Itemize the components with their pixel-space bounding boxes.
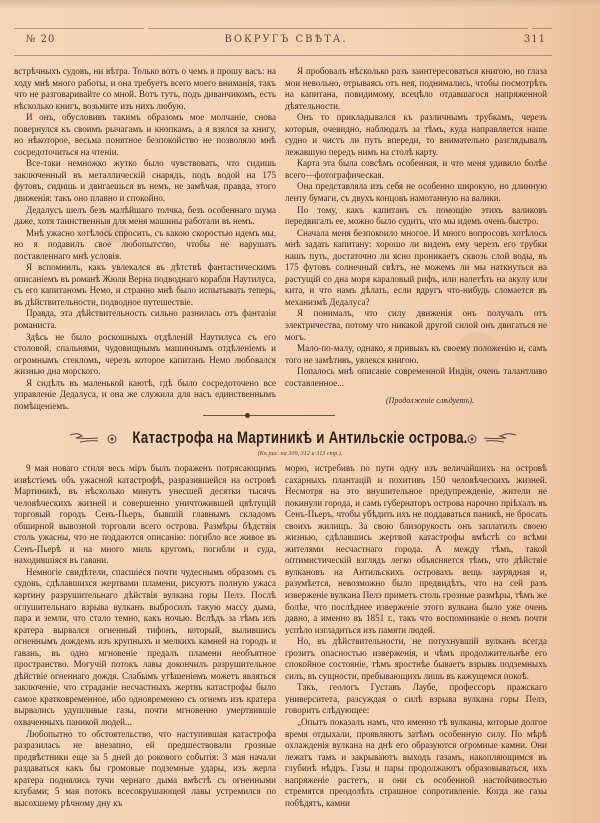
paragraph: 9 мая новаго стиля весь міръ былъ пораженъ потрясающимъ извѣстіемъ объ ужасной катастрофѣ, разразившейся на островѣ Мартиникѣ, въ нѣсколько минутъ унесшей десятки тысячъ человѣческихъ жизней и совершенно уничтожившей цвѣтущій торговый городъ Сенъ-Пьеръ, бывшій главнымъ складомъ обширной вывозной торговли всего острова. Размѣры бѣдствія столь ужасны, что не поддаются описанію: погибло все живое въ Сенъ-Пьерѣ и на много миль кругомъ, погибли и суда, находившіяся въ гавани. bbox=[14, 463, 276, 566]
paragraph: Но, въ дѣйствительности, не потухнувшій вулканъ всегда грозитъ опасностью изверженія, и чѣмъ продолжительнѣе его спокойное состояніе, тѣмъ яростнѣе бываетъ взрывъ подземныхъ силъ, въ сущности, пребывающихъ лишь въ кажущемся покоѣ. bbox=[285, 636, 547, 681]
paragraph: Правда, эта дѣйствительность сильно разнилась отъ фантазіи романиста. bbox=[14, 308, 276, 331]
paragraph: Немногіе свидѣтели, спасшіеся почти чудеснымъ образомъ съ судовъ, сдѣлавшихся жертвами пламени, рисуютъ полную ужаса картину разрушительнаго дѣйствія вулкана горы Пелэ. Послѣ оглушительнаго взрыва вулканъ выбросилъ такую массу дыма, пара и земли, что стало темно, какъ ночью. Вслѣдъ за тѣмъ изъ кратера вырвался огненный тифонъ, который, вылившись огненнымъ дождемъ изъ крупныхъ и мелкихъ камней на городъ и гавань, въ одно мгновеніе предалъ пламени необъятное пространство. Могучій потокъ лавы докончилъ разрушительное дѣйствіе огненнаго дождя. Слабымъ утѣшеніемъ можетъ являться заключеніе, что страданіе несчастныхъ жертвъ катастрофы было самое кратковременное, ибо одновременно съ огнемъ изъ кратера вырвались удушливые газы, почти мгновенно умертвившіе охваченныхъ паникой людей... bbox=[14, 566, 276, 728]
running-header bbox=[26, 34, 546, 48]
paragraph: Такъ, геологъ Густавъ Лаубе, профессоръ пражскаго университета, разсуждая о силѣ взрыва вулкана горы Пелэ, говоритъ слѣдующее: bbox=[285, 682, 547, 716]
paragraph: Я понималъ, что силу движенія онъ получалъ отъ электричества, потому что никакой другой силой онъ двигаться не могъ. bbox=[285, 308, 547, 342]
paragraph: Сначала меня безпокоило многое. И много вопросовъ хотѣлось мнѣ задать капитану: хорошо ли виденъ ему черезъ его трубки нашъ путь, достаточно ли ясно проникаетъ сквозь слой воды, въ 175 футовъ солнечный свѣтъ, не можемъ ли мы наткнуться на растущій со дна моря караловый рифъ, или налетѣть на акулу или кита, и что намъ дѣлать, если вдругъ что-нибудь сломается въ механизмѣ Дедалуса? bbox=[285, 227, 547, 307]
top-rule-left bbox=[14, 28, 144, 29]
top-rule-right bbox=[532, 28, 552, 29]
section-divider bbox=[203, 415, 293, 416]
header-rule bbox=[14, 55, 552, 56]
paragraph: Здѣсь не было роскошныхъ отдѣленій Наутилуса съ его столовой, спальнями, чудовищнымъ машиннымъ отдѣленіемъ и огромнымъ стекломъ, черезъ которое капитанъ Немо любовался жизнью дна морского. bbox=[14, 331, 276, 377]
article-left-column bbox=[14, 463, 276, 809]
paragraph: Попалось мнѣ описаніе современной Индіи, очень талантливо составленное... bbox=[285, 366, 547, 388]
story-right-column bbox=[285, 66, 547, 389]
divider-dot bbox=[245, 413, 250, 418]
paragraph: Дедалусъ шелъ безъ малѣйшаго толчка, безъ особеннаго шума даже, хотя таинственныя для меня машины работали въ немъ. bbox=[14, 204, 276, 227]
page-number: 311 bbox=[523, 34, 546, 45]
issue-number: № 20 bbox=[26, 34, 56, 45]
story-left-column bbox=[14, 66, 276, 412]
paragraph: Я сидѣлъ въ маленькой каютѣ, гдѣ было сосредоточено все управленіе Дедалуса, и она же служила для насъ единственнымъ помѣщеніемъ. bbox=[14, 377, 276, 411]
continued-note: (Продолженіе слѣдуетъ). bbox=[385, 396, 475, 405]
paragraph: По тому, какъ капитанъ съ помощію этихъ валиковъ передвигалъ ее, можно было судить, что мы идемъ очень быстро. bbox=[285, 204, 547, 227]
paragraph: Я пробовалъ нѣсколько разъ заинтересоваться книгою, но глаза мои невольно, отрываясь отъ нея, поднимались, чтобы посмотрѣть на капитана, повидимому, всецѣло отдавшагося напряженной дѣятельности. bbox=[285, 66, 547, 111]
magazine-title: ВОКРУГЪ СВѢТА. bbox=[224, 34, 348, 45]
illustration-reference: (Къ рис. на 309, 312 и 313 стр.). bbox=[257, 450, 343, 457]
paragraph: встрѣчныхъ судовъ, ни вѣтра. Только вотъ о чемъ я прошу васъ: на ходу мнѣ много работы, и она требуетъ всего моего вниманія, такъ что не разговаривайте со мной. Вотъ тутъ, подъ диванчикомъ, есть нѣсколько книгъ, возьмите изъ нихъ любую. bbox=[14, 66, 276, 111]
paragraph: Онъ то прикладывался къ различнымъ трубкамъ, черезъ которыя, очевидно, наблюдалъ за тѣмъ, куда направляется наше судно и чистъ ли путь впереди, то внимательно разглядывалъ лежавшую передъ нимъ на столѣ карту. bbox=[285, 112, 547, 157]
paragraph: Она представляла изъ себя не особенно широкую, но длинную ленту бумаги, съ двухъ концовъ намотанную на валики. bbox=[285, 181, 547, 204]
paragraph: Все-таки немножко жутко было чувствовать, что сидишь заключенный въ металлическій снарядъ, подъ водой на 175 футовъ, сидишь и двигаешься въ немъ, не замѣчая, правда, этого движенія: такъ оно плавно и спокойно. bbox=[14, 158, 276, 204]
paragraph: Любопытно то обстоятельство, что наступившая катастрофа разразилась не внезапно, ей предшествовали грозные предвѣстники еще за 5 дней до рокового событія: 3 мая начали раздаваться какъ бы громовые подземные удары, изъ жерла кратера поднялись тучи чернаго дыма вмѣстѣ съ огненными клубами; 5 мая потокъ всесокрушающей лавы устремился по высохшему рѣчному дну къ bbox=[14, 728, 276, 808]
top-rule-center bbox=[148, 28, 528, 29]
article-right-column bbox=[285, 463, 547, 809]
paragraph: Я вспомнилъ, какъ увлекался въ дѣтствѣ фантастическимъ описаніемъ въ романѣ Жюля Верна подводнаго корабля Наутилуса, съ его капитаномъ Немо, и странно мнѣ было испытывать теперь, въ дѣйствительности, подводное путешествіе. bbox=[14, 262, 276, 307]
article-title: Катастрофа на Мартиникѣ и Антильскіе острова. bbox=[132, 428, 468, 447]
paragraph: Карта эта была совсѣмъ особенная, и что меня удивило болѣе всего—фотографическая. bbox=[285, 158, 547, 180]
paragraph: И онъ, обусловивъ такимъ образомъ мое молчаніе, снова повернулся къ своимъ рычагамъ и кнопкамъ, а я взялся за книгу, но нѣкоторое, весьма понятное безпокойство не позволяло мнѣ сосредоточиться на чтеніи. bbox=[14, 112, 276, 157]
page-edge-shadow bbox=[0, 0, 600, 8]
paragraph: морю, истребивъ по пути одну изъ величайшихъ на островѣ сахарныхъ плантацій и похитивъ 150 человѣческихъ жизней. Несмотря на это внушительное предупрежденіе, жители не покинули города, и самъ губернаторъ острова нарочно пріѣхалъ въ Сенъ-Пьеръ, чтобы убѣдить ихъ не поддаваться паникѣ, не бросать своихъ жилищъ. За свою близорукость онъ заплатилъ своею жизнью, сдѣлавшись жертвой катастрофы вмѣстѣ со всѣми жителями несчастнаго города. А между тѣмъ, такой оптимистическій взглядъ легко объясняется тѣмъ, что дѣйствіе вулкановъ на Антильскихъ островахъ вещь заурядная и, разумѣется, невозможно было предвидѣть, что на сей разъ изверженіе вулкана Пелэ приметъ столь грозные размѣры, тѣмъ же болѣе, что послѣднее изверженіе этого вулкана было уже очень давно, а именно въ 1851 г., такъ что воспоминаніе о немъ почти успѣло изгладиться изъ памяти людей. bbox=[285, 463, 547, 635]
title-ornament-right-icon bbox=[458, 430, 518, 446]
paragraph: „Опытъ показалъ намъ, что именно тѣ вулканы, которые долгое время отдыхали, проявляютъ затѣмъ особенную силу. По мѣрѣ охлажденія вулкана на днѣ его образуются огромные камни. Они лежатъ тамъ и закрываютъ выходъ газамъ, накопляющимся въ глубинѣ нѣдръ. Газы и пары продолжаютъ образовываться, ихъ напряженіе растетъ, и они съ особенной настойчивостью стремятся преодолѣть страшное сопротивленіе. Когда же газы побѣдятъ, камни bbox=[285, 717, 547, 808]
paragraph: Мнѣ ужасно хотѣлось спросить, съ какою скоростью идемъ мы, но я подавилъ свое любопытство, чтобы не нарушать поставленнаго мнѣ условія. bbox=[14, 227, 276, 261]
paragraph: Мало-по-малу, однако, я привыкъ къ своему положенію и, самъ того не замѣтивъ, увлекся книгою. bbox=[285, 343, 547, 365]
